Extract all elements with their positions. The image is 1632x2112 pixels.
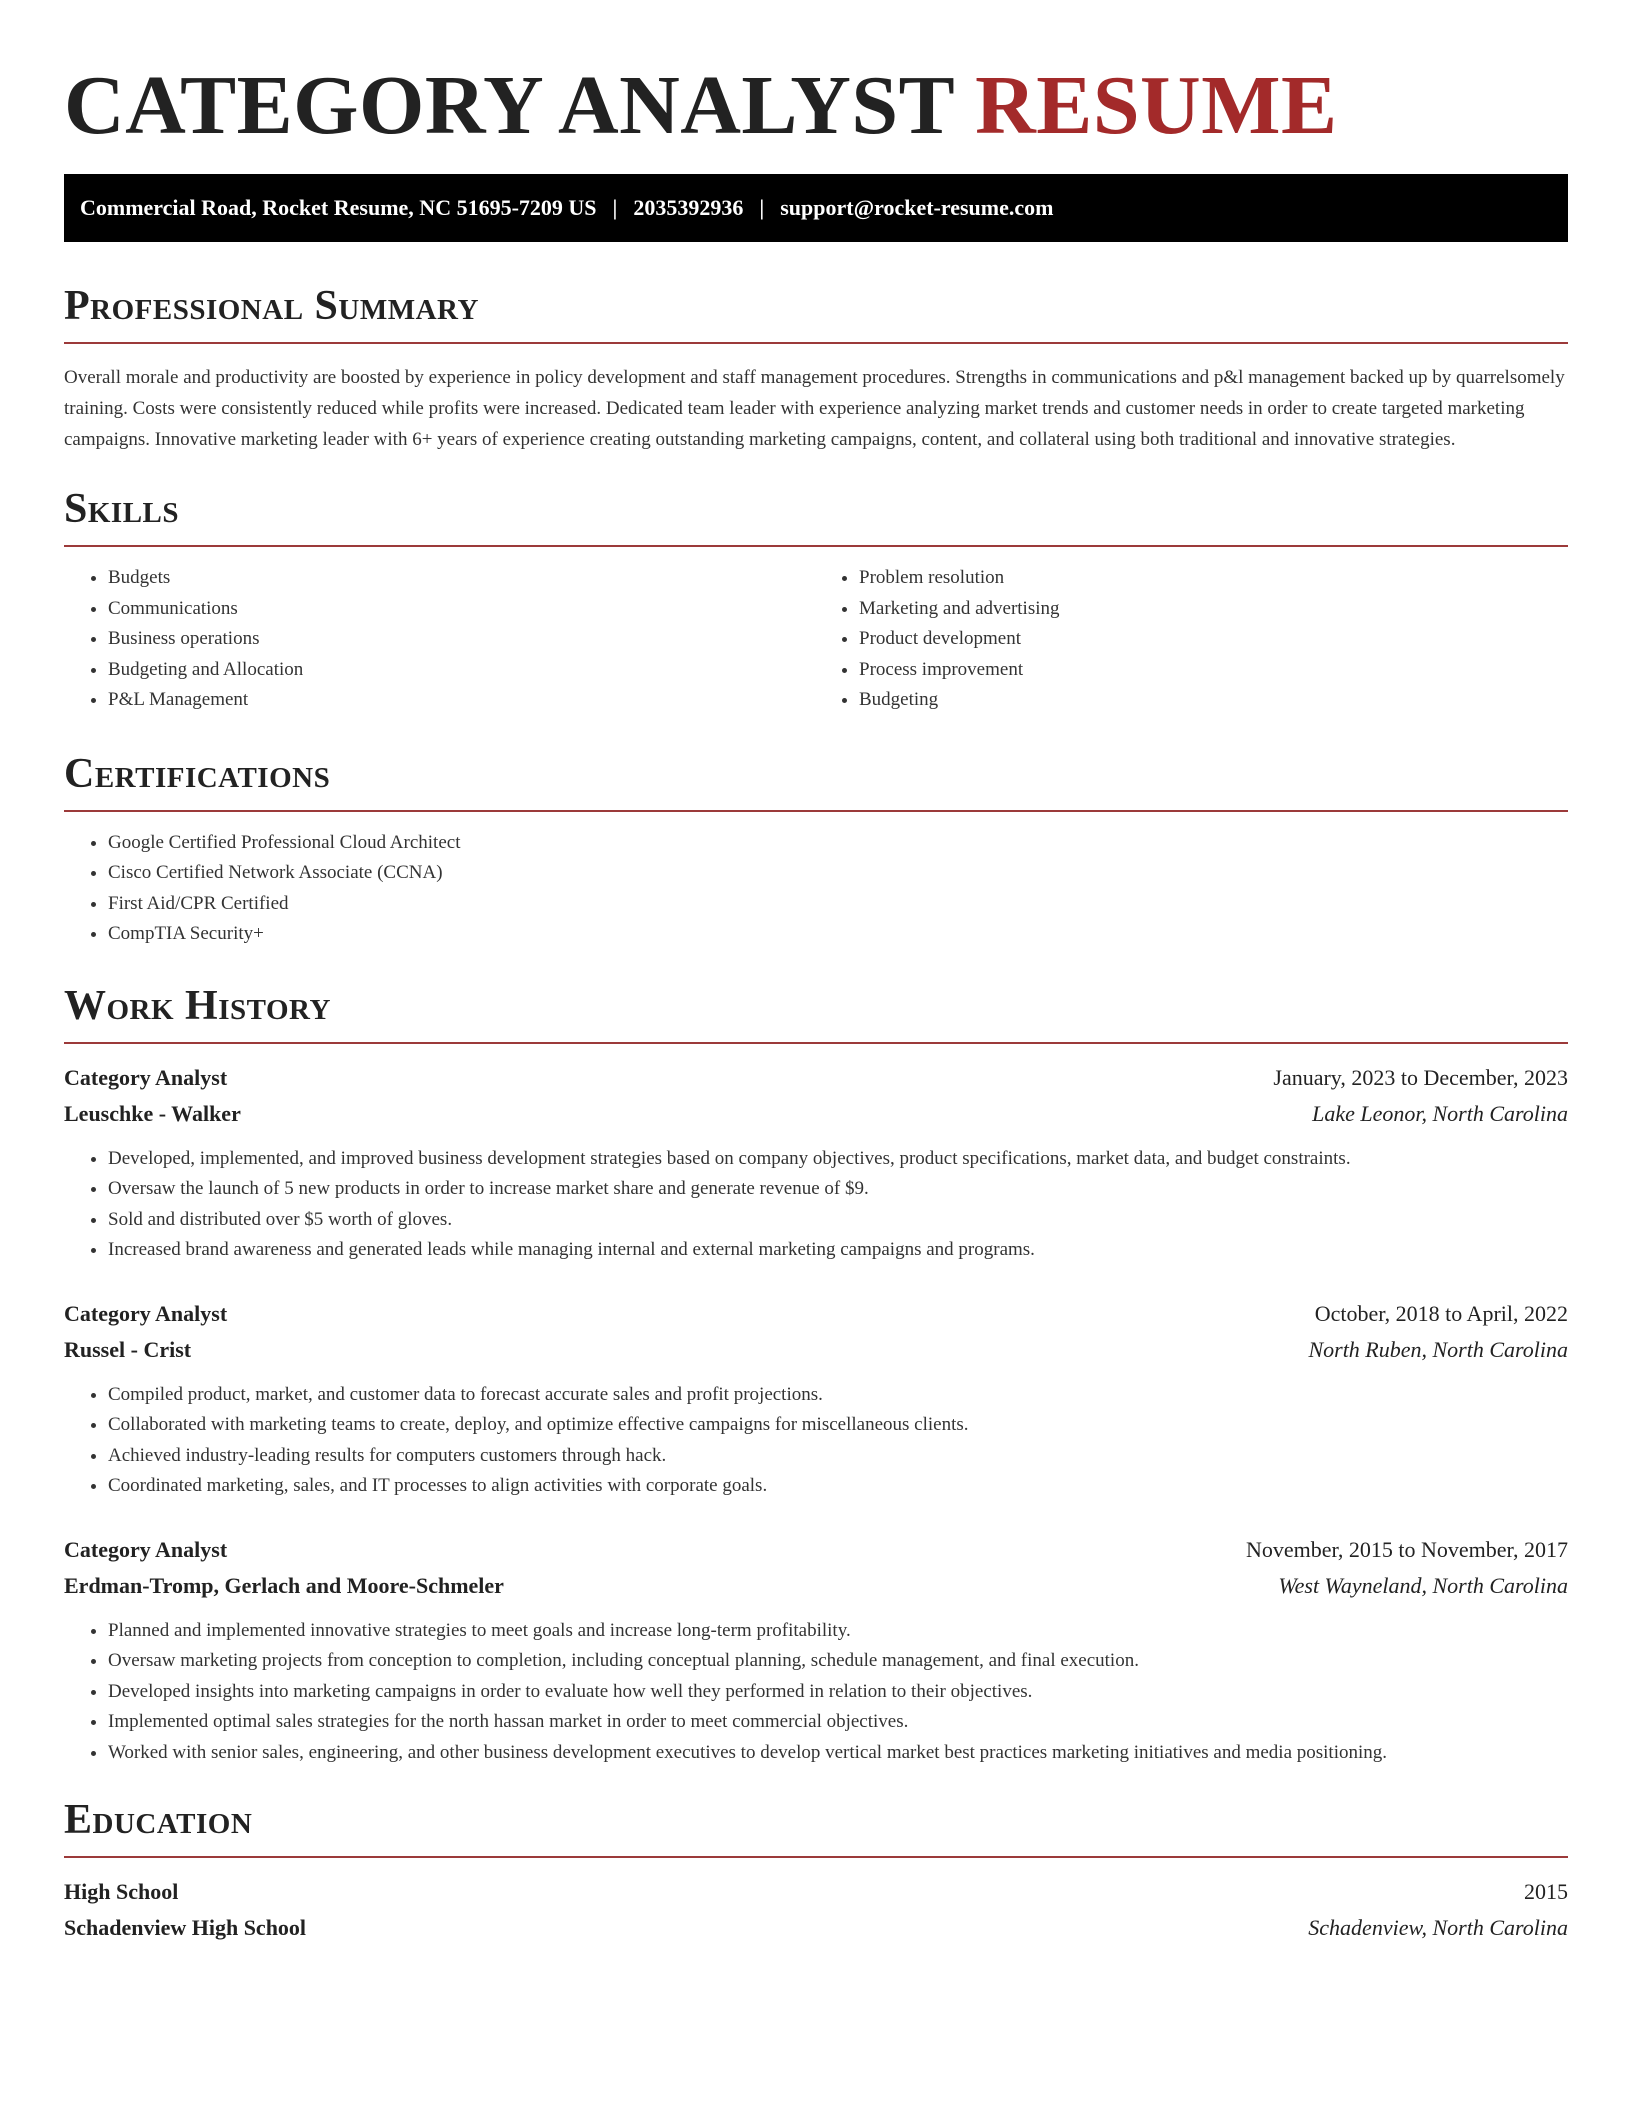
job-company: Erdman-Tromp, Gerlach and Moore-Schmeler [64, 1572, 504, 1598]
job-bullets [64, 1380, 1568, 1502]
job-bullet: • Oversaw the launch of 5 new products in order to increase market share and generate revenue of $9. [108, 1174, 1568, 1205]
skill-item: • Business operations [108, 624, 816, 655]
skills-list-left [64, 563, 816, 716]
summary-text: Overall morale and productivity are boosted by experience in policy development and staff management procedures. Strengths in communications and p&l management backed up by quarrelsomely training. Costs were consistently reduced while profits were increased. Dedicated team leader with experience analyzing market trends and customer needs in order to create targeted marketing campaigns. Innovative marketing leader with 6+ years of experience creating outstanding marketing campaigns, content, and collateral using both traditional and innovative strategies. [64, 367, 1565, 450]
contact-separator: | [612, 195, 618, 220]
skill-item: • P&L Management [108, 685, 816, 716]
job-bullet: • Worked with senior sales, engineering, and other business development executives to develop vertical market best practices marketing initiatives and media positioning. [108, 1738, 1568, 1769]
section-divider [64, 1856, 1568, 1858]
skills-section [64, 483, 1568, 716]
job-entry [64, 1532, 1568, 1769]
education-degree: High School [64, 1879, 179, 1904]
job-dates: November, 2015 to November, 2017 [1245, 1536, 1568, 1562]
skills-list-right [816, 563, 1568, 716]
certifications-list [64, 828, 1568, 950]
job-bullet: • Coordinated marketing, sales, and IT processes to align activities with corporate goals. [108, 1471, 1568, 1502]
work-history-section [64, 980, 1568, 1769]
job-subheader [64, 1332, 1568, 1368]
job-header [64, 1296, 1568, 1332]
title-main: CATEGORY ANALYST [64, 59, 954, 152]
job-location: North Ruben, North Carolina [1308, 1336, 1568, 1362]
contact-address: Commercial Road, Rocket Resume, NC 51695-7209 US [80, 195, 597, 220]
job-bullet: • Sold and distributed over $5 worth of gloves. [108, 1205, 1568, 1236]
education-entry [64, 1874, 1568, 1946]
contact-phone: 2035392936 [633, 195, 744, 220]
skills-grid [64, 563, 1568, 716]
job-bullet: • Achieved industry-leading results for computers customers through hack. [108, 1441, 1568, 1472]
skill-item: • Budgets [108, 563, 816, 594]
skill-item: • Communications [108, 594, 816, 625]
work-history-heading: Work History [64, 982, 331, 1029]
job-bullet: • Developed, implemented, and improved business development strategies based on company objectives, product specifications, market data, and budget constraints. [108, 1144, 1568, 1175]
skill-item: • Marketing and advertising [859, 594, 1568, 625]
job-bullet: • Compiled product, market, and customer data to forecast accurate sales and profit projections. [108, 1380, 1568, 1411]
job-location: Lake Leonor, North Carolina [1312, 1100, 1568, 1126]
skill-item: • Budgeting [859, 685, 1568, 716]
certification-item: • CompTIA Security+ [108, 919, 1568, 950]
skill-item: • Problem resolution [859, 563, 1568, 594]
skill-item: • Budgeting and Allocation [108, 655, 816, 686]
job-dates: January, 2023 to December, 2023 [1273, 1064, 1568, 1090]
job-bullets [64, 1144, 1568, 1266]
certifications-heading: Certifications [64, 750, 331, 797]
job-bullet: • Implemented optimal sales strategies for the north hassan market in order to meet commercial objectives. [108, 1707, 1568, 1738]
section-divider [64, 545, 1568, 547]
job-subheader [64, 1096, 1568, 1132]
job-subheader [64, 1568, 1568, 1604]
certification-item: • Google Certified Professional Cloud Architect [108, 828, 1568, 859]
certification-item: • Cisco Certified Network Associate (CCNA) [108, 858, 1568, 889]
education-header [64, 1874, 1568, 1910]
job-header [64, 1060, 1568, 1096]
section-divider [64, 342, 1568, 344]
summary-heading: Professional Summary [64, 283, 479, 329]
job-bullet: • Developed insights into marketing campaigns in order to evaluate how well they performed in relation to their objectives. [108, 1677, 1568, 1708]
resume-title [64, 56, 1568, 156]
education-location: Schadenview, North Carolina [1308, 1915, 1568, 1940]
job-bullet: • Collaborated with marketing teams to create, deploy, and optimize effective campaigns for miscellaneous clients. [108, 1410, 1568, 1441]
education-year: 2015 [1524, 1879, 1568, 1904]
job-bullets [64, 1616, 1568, 1769]
job-bullet: • Oversaw marketing projects from conception to completion, including conceptual planning, schedule management, and final execution. [108, 1646, 1568, 1677]
summary-section [64, 280, 1568, 455]
job-title: Category Analyst [64, 1064, 228, 1090]
job-title: Category Analyst [64, 1536, 228, 1562]
job-entry [64, 1060, 1568, 1266]
section-divider [64, 1042, 1568, 1044]
job-header [64, 1532, 1568, 1568]
job-bullet: • Planned and implemented innovative strategies to meet goals and increase long-term profitability. [108, 1616, 1568, 1647]
job-bullet: • Increased brand awareness and generated leads while managing internal and external marketing campaigns and programs. [108, 1235, 1568, 1266]
section-divider [64, 810, 1568, 812]
education-subheader [64, 1910, 1568, 1946]
education-school: Schadenview High School [64, 1915, 307, 1940]
skills-heading: Skills [64, 486, 180, 532]
job-company: Leuschke - Walker [64, 1100, 241, 1126]
education-heading: Education [64, 1797, 253, 1843]
job-entry [64, 1296, 1568, 1502]
certifications-section [64, 748, 1568, 950]
title-accent: RESUME [975, 59, 1338, 152]
contact-separator: | [759, 195, 765, 220]
contact-email[interactable]: support@rocket-resume.com [780, 195, 1054, 220]
job-company: Russel - Crist [64, 1336, 192, 1362]
job-location: West Wayneland, North Carolina [1278, 1572, 1568, 1598]
certification-item: • First Aid/CPR Certified [108, 889, 1568, 920]
contact-bar [64, 174, 1568, 242]
skill-item: • Process improvement [859, 655, 1568, 686]
job-dates: October, 2018 to April, 2022 [1314, 1300, 1568, 1326]
education-section [64, 1794, 1568, 1946]
skill-item: • Product development [859, 624, 1568, 655]
job-title: Category Analyst [64, 1300, 228, 1326]
